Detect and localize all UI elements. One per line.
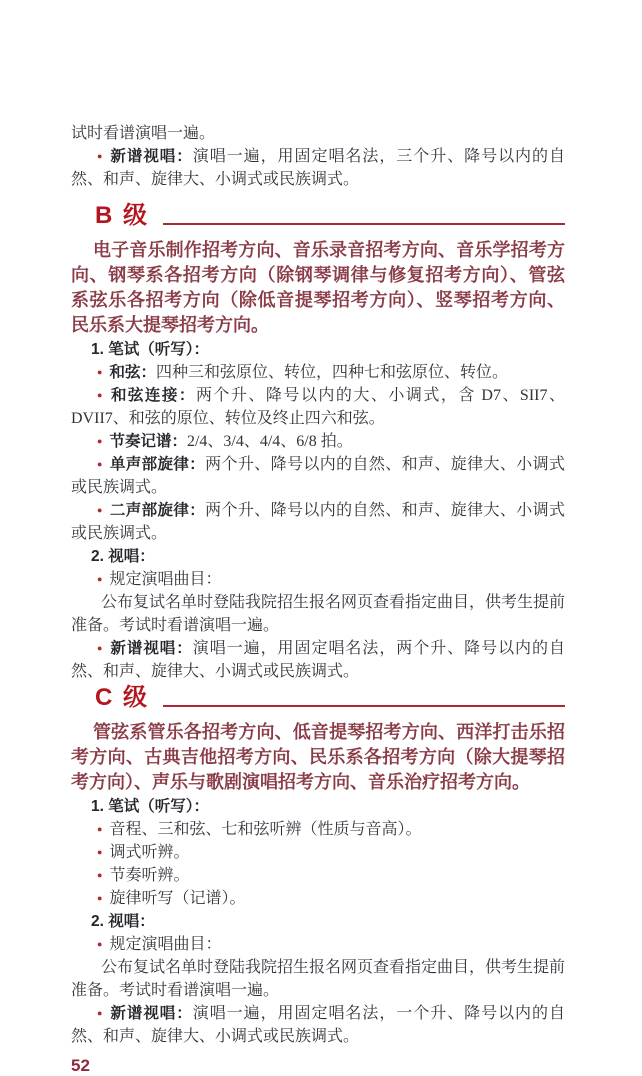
bullet-icon: ●	[97, 847, 103, 857]
list-item	[71, 361, 565, 384]
grade-label: C 级	[95, 684, 149, 711]
list-item	[71, 430, 565, 453]
numbered-item: 1. 笔试（听写）：	[91, 341, 209, 358]
list-item	[71, 568, 565, 591]
list-item	[71, 818, 565, 841]
list-item	[71, 933, 565, 956]
numbered-item: 2. 视唱：	[91, 913, 155, 930]
body-paragraph: 公布复试名单时登陆我院招生报名网页查看指定曲目，供考生提前准备。考试时看谱演唱一遍。	[71, 594, 566, 634]
bullet-icon: ●	[97, 824, 103, 834]
bullet-icon: ●	[97, 436, 103, 446]
heading-underline	[163, 223, 565, 225]
list-item-label: 和弦连接：	[110, 387, 196, 404]
bullet-icon: ●	[97, 893, 103, 903]
list-item-text: 两个升、降号以内的大、小调式，含 D7、SII7、DVII7、和弦的原位、转位及终止四六和弦。	[71, 387, 565, 427]
bullet-icon: ●	[97, 367, 103, 377]
list-item-text: 演唱一遍，用固定唱名法，三个升、降号以内的自然、和声、旋律大、小调式或民族调式。	[71, 148, 565, 188]
list-item-label: 新谱视唱：	[110, 1005, 193, 1022]
list-item	[71, 499, 565, 545]
list-item-text: 节奏听辨。	[109, 867, 190, 884]
section-b-majors-paragraph: 电子音乐制作招考方向、音乐录音招考方向、音乐学招考方向、钢琴系各招考方向（除钢琴调律与修复招考方向）、管弦系弦乐各招考方向（除低音提琴招考方向）、竖琴招考方向、民乐系大提琴招考方向。	[71, 240, 565, 335]
body-paragraph: 公布复试名单时登陆我院招生报名网页查看指定曲目，供考生提前准备。考试时看谱演唱一遍。	[71, 959, 566, 999]
list-item-text: 两个升、降号以内的自然、和声、旋律大、小调式或民族调式。	[71, 502, 565, 542]
list-item-label: 二声部旋律：	[109, 502, 206, 519]
list-item	[71, 887, 565, 910]
list-item-label: 新谱视唱：	[110, 148, 193, 165]
bullet-icon: ●	[97, 643, 104, 653]
list-item-text: 两个升、降号以内的自然、和声、旋律大、小调式或民族调式。	[71, 456, 565, 496]
list-item-text: 规定演唱曲目：	[109, 571, 222, 588]
bullet-icon: ●	[97, 939, 103, 949]
heading-underline	[163, 705, 565, 707]
numbered-item: 2. 视唱：	[91, 548, 155, 565]
list-item	[71, 1002, 565, 1048]
list-item	[71, 637, 565, 683]
bullet-icon: ●	[97, 459, 103, 469]
list-item-text: 演唱一遍，用固定唱名法，一个升、降号以内的自然、和声、旋律大、小调式或民族调式。	[71, 1005, 565, 1045]
page-number: 52	[71, 1056, 90, 1075]
list-item-text: 调式听辨。	[109, 844, 190, 861]
section-c-majors-paragraph: 管弦系管乐各招考方向、低音提琴招考方向、西洋打击乐招考方向、古典吉他招考方向、民乐系各招考方向（除大提琴招考方向）、声乐与歌剧演唱招考方向、音乐治疗招考方向。	[71, 722, 565, 792]
bullet-icon: ●	[97, 505, 103, 515]
bullet-icon: ●	[97, 1008, 104, 1018]
intro-bullet-item	[71, 145, 565, 191]
bullet-icon: ●	[97, 870, 103, 880]
section-heading-b	[71, 203, 565, 229]
bullet-icon: ●	[97, 390, 104, 400]
list-item-text: 演唱一遍，用固定唱名法，两个升、降号以内的自然、和声、旋律大、小调式或民族调式。	[71, 640, 565, 680]
list-item-text: 音程、三和弦、七和弦听辨（性质与音高）。	[109, 821, 422, 838]
numbered-item: 1. 笔试（听写）：	[91, 798, 209, 815]
section-heading-c	[71, 685, 565, 711]
intro-continuation-line: 试时看谱演唱一遍。	[71, 125, 216, 142]
list-item-text: 旋律听写（记谱）。	[109, 890, 246, 907]
list-item-label: 单声部旋律：	[109, 456, 206, 473]
list-item-label: 新谱视唱：	[110, 640, 193, 657]
list-item	[71, 864, 565, 887]
list-item	[71, 841, 565, 864]
list-item-text: 2/4、3/4、4/4、6/8 拍。	[186, 433, 353, 450]
list-item	[71, 384, 565, 430]
list-item-label: 节奏记谱：	[109, 433, 187, 450]
bullet-icon: ●	[97, 151, 104, 161]
list-item-label: 和弦：	[109, 364, 156, 381]
list-item-text: 规定演唱曲目：	[109, 936, 222, 953]
list-item-text: 四种三和弦原位、转位，四种七和弦原位、转位。	[155, 364, 508, 381]
list-item	[71, 453, 565, 499]
grade-label: B 级	[95, 202, 149, 229]
bullet-icon: ●	[97, 574, 103, 584]
